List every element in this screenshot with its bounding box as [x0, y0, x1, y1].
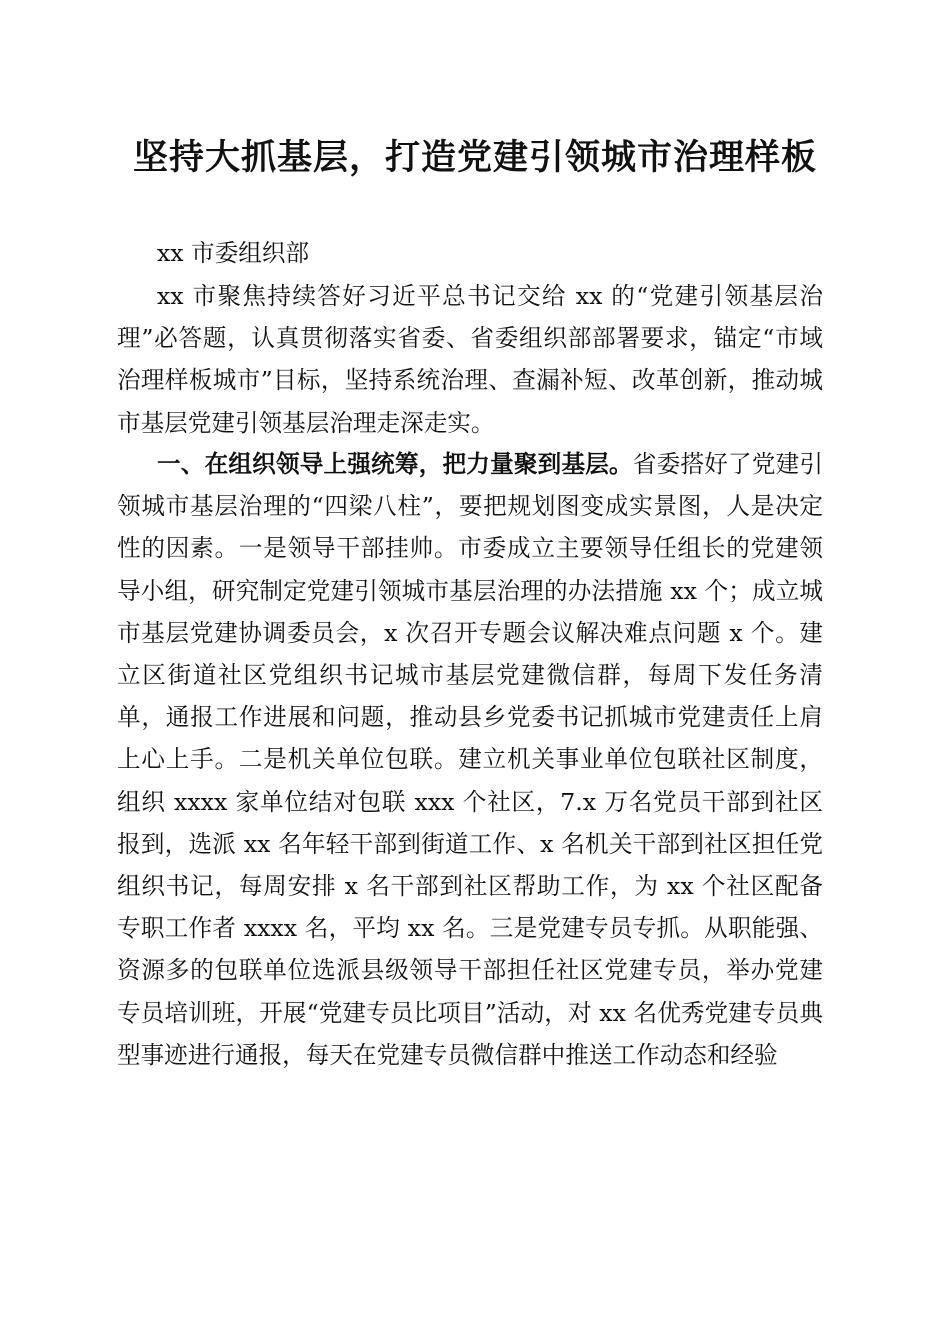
- section-body: 省委搭好了党建引领城市基层治理的“四梁八柱”，要把规划图变成实景图，人是决定性的因素。一是领导干部挂帅。市委成立主要领导任组长的党建领导小组，研究制定党建引领城市基层治理的办法措施 xx 个；成立城市基层党建协调委员会，x 次召开专题会议解决难点问题 x 个。建立区街道社区党组织书记城市基层党建微信群，每周下发任务清单，通报工作进展和问题，推动县乡党委书记抓城市党建责任上肩上心上手。二是机关单位包联。建立机关事业单位包联社区制度，组织 xxxx 家单位结对包联 xxx 个社区，7.x 万名党员干部到社区报到，选派 xx 名年轻干部到街道工作、x 名机关干部到社区担任党组织书记，每周安排 x 名干部到社区帮助工作，为 xx 个社区配备专职工作者 xxxx 名，平均 xx 名。三是党建专员专抓。从职能强、资源多的包联单位选派县级领导干部担任社区党建专员，举办党建专员培训班，开展“党建专员比项目”活动，对 xx 名优秀党建专员典型事迹进行通报，每天在党建专员微信群中推送工作动态和经验: [117, 450, 824, 1069]
- author-line: xx 市委组织部: [157, 239, 310, 267]
- section-heading: 一、在组织领导上强统筹，把力量聚到基层。: [157, 450, 633, 478]
- document-title: 坚持大抓基层，打造党建引领城市治理样板: [132, 137, 817, 178]
- paragraph-section-one: [117, 443, 823, 1076]
- paragraph-intro: xx 市聚焦持续答好习近平总书记交给 xx 的“党建引领基层治理”必答题，认真贯彻落实省委、省委组织部部署要求，锚定“市域治理样板城市”目标，坚持系统治理、查漏补短、改革创新，推动城市基层党建引领基层治理走深走实。: [117, 282, 823, 437]
